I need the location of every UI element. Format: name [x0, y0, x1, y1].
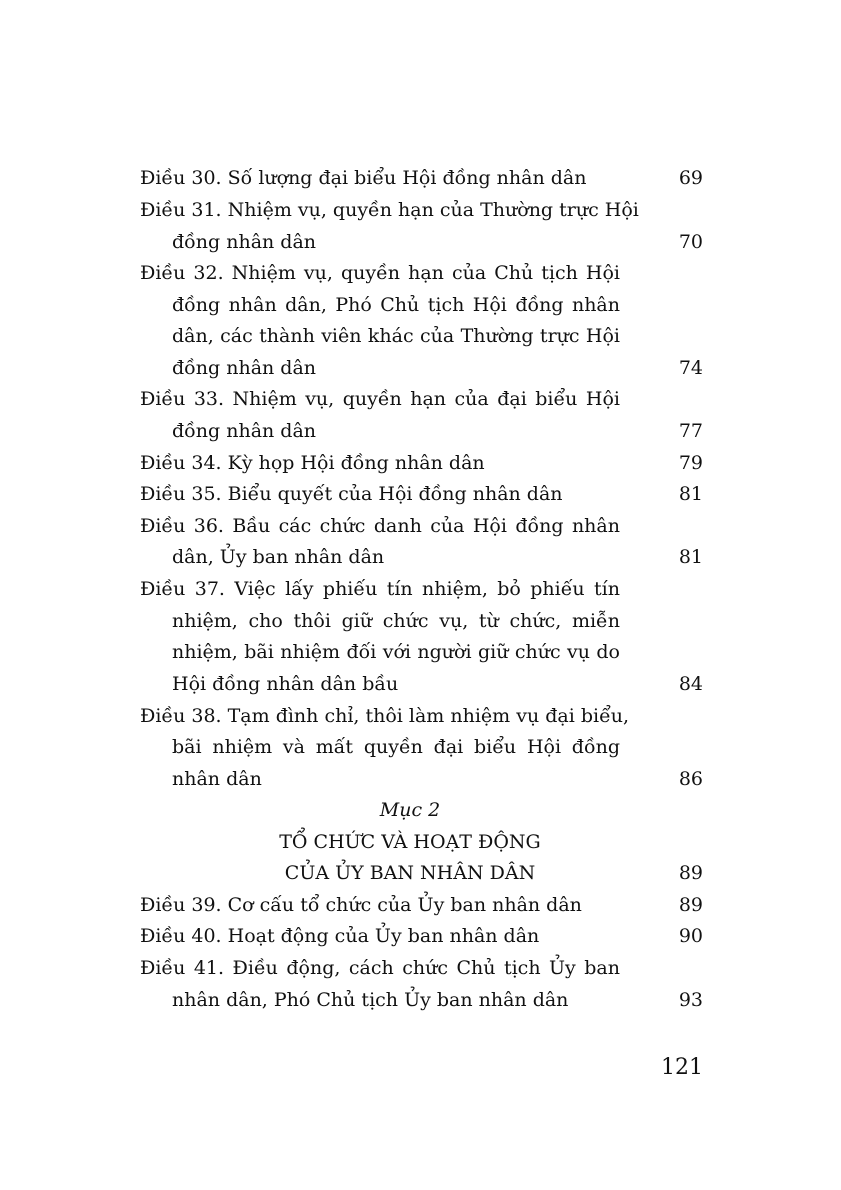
toc-entry-39-line-1: Điều 39. Cơ cấu tổ chức của Ủy ban nhân dân: [140, 894, 582, 916]
toc-entry-32-line-2: đồng nhân dân, Phó Chủ tịch Hội đồng nhân: [172, 294, 620, 316]
toc-entry-41-line-2: nhân dân, Phó Chủ tịch Ủy ban nhân dân: [172, 989, 569, 1011]
toc-entry-41-page: 93: [678, 989, 703, 1011]
toc-entry-34-line-1: Điều 34. Kỳ họp Hội đồng nhân dân: [140, 452, 485, 474]
toc-entry-39-page: 89: [678, 894, 703, 916]
toc-entry-38-page: 86: [678, 768, 703, 790]
section-page: 89: [678, 862, 703, 884]
toc-entry-36-page: 81: [678, 546, 703, 568]
toc-entry-36-line-2: dân, Ủy ban nhân dân: [172, 546, 385, 568]
toc-entry-41-line-1: Điều 41. Điều động, cách chức Chủ tịch Ủy ban: [140, 957, 620, 979]
toc-entry-37-line-3: nhiệm, bãi nhiệm đối với người giữ chức vụ do: [172, 641, 620, 663]
toc-entry-37-line-1: Điều 37. Việc lấy phiếu tín nhiệm, bỏ phiếu tín: [140, 578, 620, 600]
toc-entry-37-line-4: Hội đồng nhân dân bầu: [172, 673, 399, 695]
toc-entry-33-page: 77: [678, 420, 703, 442]
toc-entry-37-line-2: nhiệm, cho thôi giữ chức vụ, từ chức, miễn: [172, 610, 620, 632]
toc-entry-38-line-2: bãi nhiệm và mất quyền đại biểu Hội đồng: [172, 736, 620, 758]
toc-entry-35-line-1: Điều 35. Biểu quyết của Hội đồng nhân dân: [140, 483, 563, 505]
toc-entry-36-line-1: Điều 36. Bầu các chức danh của Hội đồng nhân: [140, 515, 620, 537]
toc-entry-38-line-1: Điều 38. Tạm đình chỉ, thôi làm nhiệm vụ đại biểu,: [140, 705, 630, 727]
toc-entry-32-line-4: đồng nhân dân: [172, 357, 317, 379]
toc-entry-35-page: 81: [678, 483, 703, 505]
toc-entry-38-line-3: nhân dân: [172, 768, 262, 790]
toc-entry-32-line-3: dân, các thành viên khác của Thường trực Hội: [172, 325, 620, 347]
section-title-line-2: CỦA ỦY BAN NHÂN DÂN: [284, 862, 536, 884]
toc-entry-33-line-2: đồng nhân dân: [172, 420, 317, 442]
section-title-line-1: TỔ CHỨC VÀ HOẠT ĐỘNG: [279, 831, 541, 853]
toc-entry-32-line-1: Điều 32. Nhiệm vụ, quyền hạn của Chủ tịch Hội: [140, 262, 620, 284]
toc-entry-30-line-1: Điều 30. Số lượng đại biểu Hội đồng nhân dân: [140, 167, 587, 189]
toc-entry-30-page: 69: [678, 167, 703, 189]
section-label: Mục 2: [379, 799, 441, 821]
toc-entry-40-line-1: Điều 40. Hoạt động của Ủy ban nhân dân: [140, 925, 540, 947]
toc-entry-33-line-1: Điều 33. Nhiệm vụ, quyền hạn của đại biểu Hội: [140, 388, 620, 410]
toc-entry-40-page: 90: [678, 925, 703, 947]
toc-entry-31-page: 70: [678, 231, 703, 253]
toc-entry-31-line-2: đồng nhân dân: [172, 231, 317, 253]
toc-entry-37-page: 84: [678, 673, 703, 695]
toc-entry-32-page: 74: [678, 357, 703, 379]
toc-entry-34-page: 79: [678, 452, 703, 474]
page-number: 121: [661, 1055, 703, 1080]
toc-entry-31-line-1: Điều 31. Nhiệm vụ, quyền hạn của Thường trực Hội: [140, 199, 639, 221]
